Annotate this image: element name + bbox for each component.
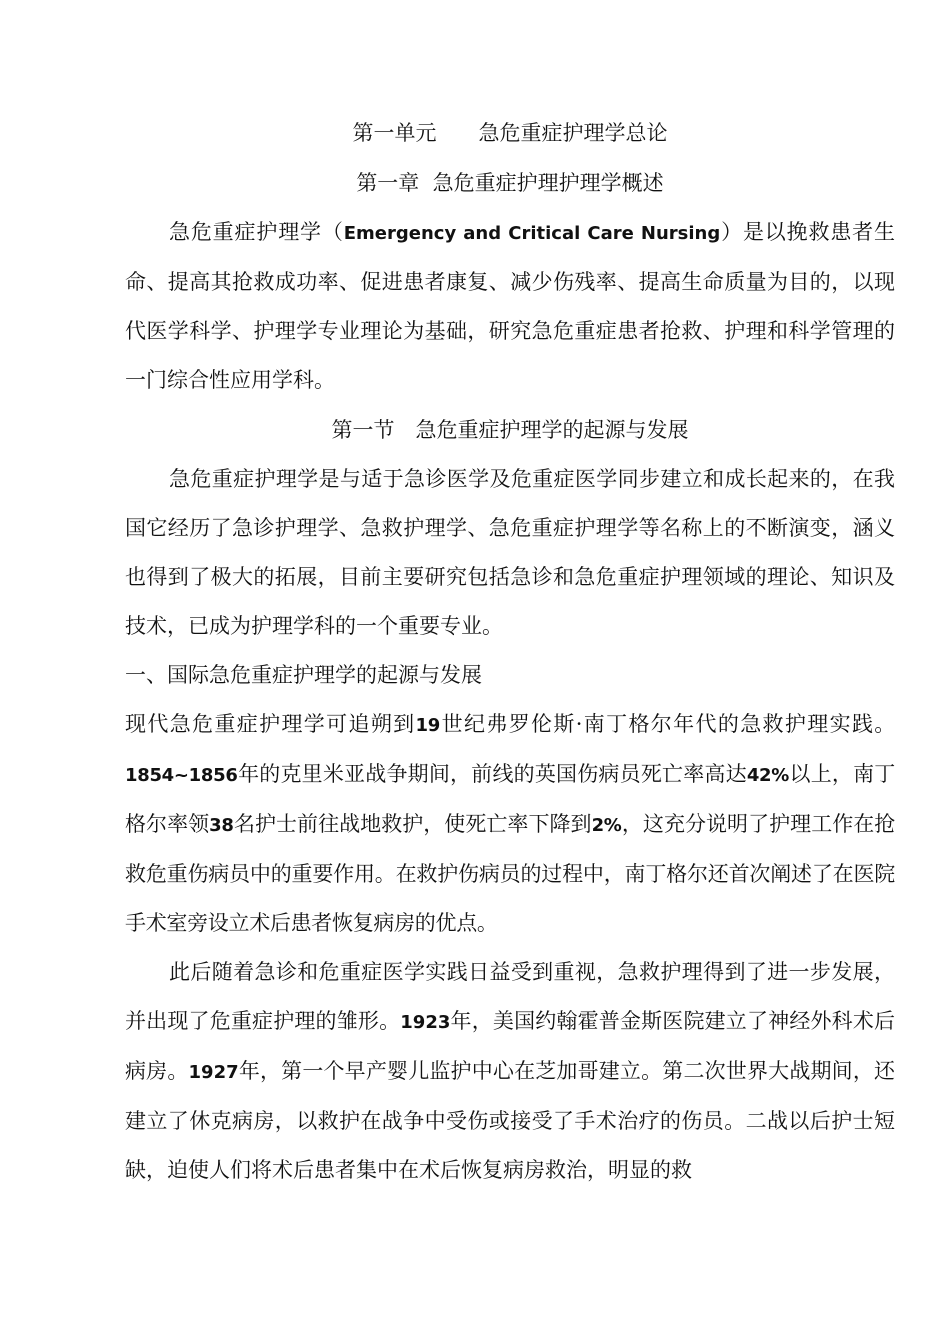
intro-paragraph: [125, 208, 895, 405]
nurse-count-38: 38: [209, 815, 234, 836]
section-intro-paragraph: 急危重症护理学是与适于急诊医学及危重症医学同步建立和成长起来的，在我国它经历了急诊护理学、急救护理学、急危重症护理学等名称上的不断演变，涵义也得到了极大的拓展，目前主要研究包括急诊和急危重症护理领域的理论、知识及技术，已成为护理学科的一个重要专业。: [125, 467, 895, 638]
chapter-title: 第一章 急危重症护理护理学概述: [356, 171, 664, 195]
history-text-1: 现代急危重症护理学可追朔到: [125, 712, 416, 736]
history-text-6: ，这充分说明了护理工作在抢救危重伤病员中的重要作用。在救护伤病员的过程中，南丁格尔还首次阐述了在医院手术室旁设立术后患者恢复病房的优点。: [125, 812, 895, 935]
history-text-5: 名护士前往战地救护，使死亡率下降到: [233, 812, 592, 836]
development-paragraph: [125, 948, 895, 1195]
history-text-2: 世纪弗罗伦斯·南丁格尔年代的急救护理实践。: [440, 712, 896, 736]
english-term: Emergency and Critical Care Nursing: [343, 223, 721, 244]
year-1927: 1927: [188, 1062, 239, 1083]
intro-text-part2: ）是以挽救患者生命、提高其抢救成功率、促进患者康复、减少伤残率、提高生命质量为目的，以现代医学科学、护理学专业理论为基础，研究急危重症患者抢救、护理和科学管理的一门综合性应用学科。: [125, 220, 895, 392]
history-paragraph: [125, 700, 895, 948]
development-text-3: 年，第一个早产婴儿监护中心在芝加哥建立。第二次世界大战期间，还建立了休克病房，以救护在战争中受伤或接受了手术治疗的伤员。二战以后护士短缺，迫使人们将术后患者集中在术后恢复病房救治，明显的救: [125, 1059, 896, 1182]
subheading: 一、国际急危重症护理学的起源与发展: [125, 663, 482, 687]
history-text-4: 以上，南丁格尔率领: [125, 762, 895, 836]
development-text-1: 此后随着急诊和危重症医学实践日益受到重视，急救护理得到了进一步发展，并出现了危重症护理的雏形。: [125, 960, 895, 1033]
intro-text-part1: 急危重症护理学（: [169, 220, 344, 244]
year-19: 19: [415, 715, 440, 736]
development-text-2: 年，美国约翰霍普金斯医院建立了神经外科术后病房。: [125, 1009, 896, 1083]
history-text-3: 年的克里米亚战争期间，前线的英国伤病员死亡率高达: [237, 762, 747, 786]
section-title: 第一节 急危重症护理学的起源与发展: [331, 418, 689, 442]
document-body: [125, 108, 895, 1195]
year-range-1854-1856: 1854~1856: [125, 765, 238, 786]
year-1923: 1923: [400, 1012, 451, 1033]
mortality-2-percent: 2%: [591, 815, 622, 836]
mortality-42-percent: 42%: [746, 765, 789, 786]
unit-title: 第一单元 急危重症护理学总论: [352, 121, 668, 145]
